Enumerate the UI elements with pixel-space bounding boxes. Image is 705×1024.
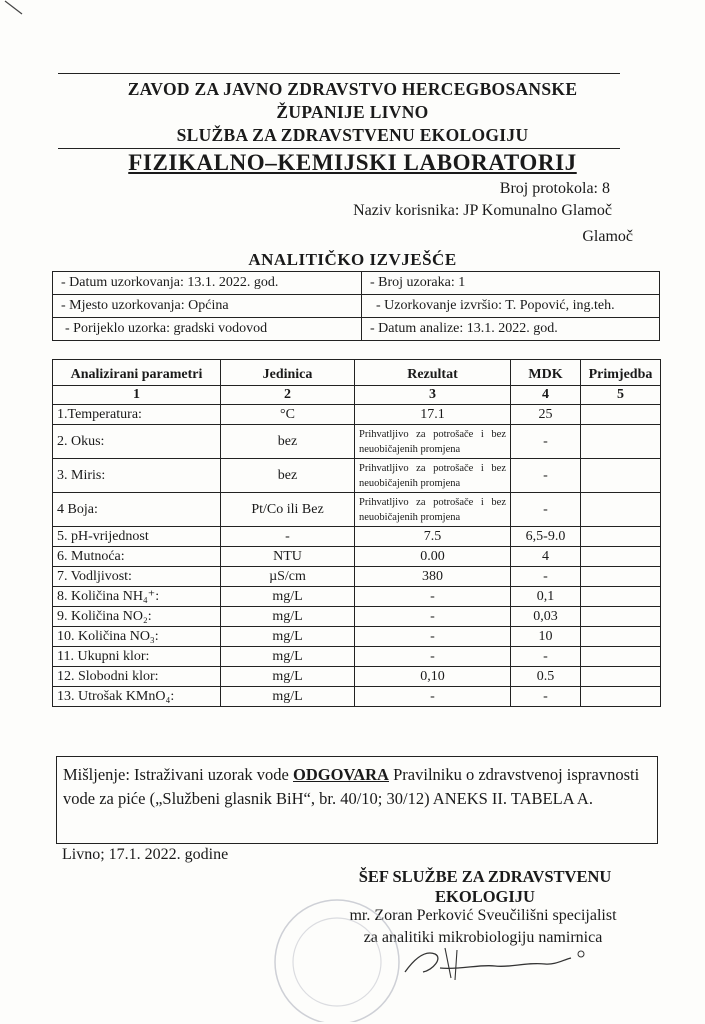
table-row	[53, 527, 661, 547]
parameter-remark	[581, 567, 661, 587]
table-row	[53, 459, 661, 493]
laboratory-name: FIZIKALNO–KEMIJSKI LABORATORIJ	[128, 150, 577, 175]
table-row	[53, 493, 661, 527]
parameter-name: 7. Vodljivost:	[53, 567, 221, 587]
parameter-name: 4 Boja:	[53, 493, 221, 527]
header-unit: Jedinica	[221, 360, 355, 386]
client-name: Naziv korisnika: JP Komunalno Glamoč	[353, 202, 612, 219]
table-row	[53, 587, 661, 607]
parameter-remark	[581, 667, 661, 687]
table-row	[53, 627, 661, 647]
client-city: Glamoč	[582, 228, 633, 245]
sample-origin: - Porijeklo uzorka: gradski vodovod	[53, 318, 362, 341]
parameter-result: -	[355, 587, 511, 607]
table-row	[53, 547, 661, 567]
parameter-mdk: 6,5-9.0	[511, 527, 581, 547]
institute-name-line2: ŽUPANIJE LIVNO	[276, 102, 429, 122]
institute-name-line1: ZAVOD ZA JAVNO ZDRAVSTVO HERCEGBOSANSKE	[127, 79, 578, 99]
parameter-unit: mg/L	[221, 687, 355, 707]
table-row	[53, 607, 661, 627]
parameter-remark	[581, 647, 661, 667]
parameter-mdk: -	[511, 687, 581, 707]
opinion-suffix: Pravilniku o zdravstvenoj ispravnosti vode za piće („Službeni glasnik BiH“, br. 40/10; 30/12) ANEKS II. TABELA A.	[63, 765, 640, 808]
parameter-result: Prihvatljivo za potrošače i bez neuobičajenih promjena	[355, 425, 511, 459]
parameter-unit: mg/L	[221, 667, 355, 687]
table-row	[53, 687, 661, 707]
parameter-name: 1.Temperatura:	[53, 405, 221, 425]
parameter-result: -	[355, 607, 511, 627]
analysis-date: - Datum analize: 13.1. 2022. god.	[362, 318, 660, 341]
parameter-unit: -	[221, 527, 355, 547]
parameter-unit: µS/cm	[221, 567, 355, 587]
column-number: 1	[53, 386, 221, 405]
opinion-box	[56, 756, 658, 844]
parameter-remark	[581, 405, 661, 425]
sampled-by: - Uzorkovanje izvršio: T. Popović, ing.teh.	[362, 295, 660, 318]
parameter-name: 13. Utrošak KMnO₄:	[53, 687, 221, 707]
parameter-name: 3. Miris:	[53, 459, 221, 493]
parameter-result: 7.5	[355, 527, 511, 547]
header-remark: Primjedba	[581, 360, 661, 386]
parameter-unit: bez	[221, 425, 355, 459]
column-number: 2	[221, 386, 355, 405]
parameter-remark	[581, 547, 661, 567]
column-number: 4	[511, 386, 581, 405]
parameter-unit: Pt/Co ili Bez	[221, 493, 355, 527]
parameter-unit: bez	[221, 459, 355, 493]
results-table	[52, 359, 661, 707]
parameter-mdk: 10	[511, 627, 581, 647]
protocol-number: Broj protokola: 8	[499, 180, 610, 197]
parameter-result: 380	[355, 567, 511, 587]
header-mdk: MDK	[511, 360, 581, 386]
parameter-unit: mg/L	[221, 587, 355, 607]
parameter-unit: °C	[221, 405, 355, 425]
parameter-mdk: 4	[511, 547, 581, 567]
parameter-result: 0.00	[355, 547, 511, 567]
parameter-result: Prihvatljivo za potrošače i bez neuobičajenih promjena	[355, 493, 511, 527]
sampling-date: - Datum uzorkovanja: 13.1. 2022. god.	[53, 272, 362, 295]
signature-title-line1: ŠEF SLUŽBE ZA ZDRAVSTVENU	[358, 867, 612, 886]
parameter-name: 6. Mutnoća:	[53, 547, 221, 567]
sampling-place: - Mjesto uzorkovanja: Općina	[53, 295, 362, 318]
parameter-mdk: -	[511, 425, 581, 459]
parameter-unit: mg/L	[221, 607, 355, 627]
parameter-remark	[581, 527, 661, 547]
parameter-unit: mg/L	[221, 627, 355, 647]
signature-title-line2: EKOLOGIJU	[435, 887, 535, 906]
header-mid-rule	[58, 148, 620, 149]
parameter-mdk: 25	[511, 405, 581, 425]
parameter-remark	[581, 627, 661, 647]
table-row	[53, 667, 661, 687]
table-row	[53, 425, 661, 459]
parameter-name: 5. pH-vrijednost	[53, 527, 221, 547]
parameter-remark	[581, 493, 661, 527]
header-top-rule	[58, 73, 620, 74]
handwritten-signature	[385, 940, 595, 990]
parameter-name: 10. Količina NO₃:	[53, 627, 221, 647]
signatory-specialty: za analitiki mikrobiologiju namirnica	[363, 929, 603, 946]
parameter-unit: NTU	[221, 547, 355, 567]
parameter-mdk: -	[511, 647, 581, 667]
parameter-remark	[581, 607, 661, 627]
report-title: ANALITIČKO IZVJEŠĆE	[248, 250, 457, 269]
parameter-mdk: 0,1	[511, 587, 581, 607]
opinion-text	[63, 763, 653, 811]
table-row	[53, 647, 661, 667]
parameter-remark	[581, 687, 661, 707]
sample-info-table	[52, 271, 660, 341]
parameter-mdk: 0.5	[511, 667, 581, 687]
parameter-name: 11. Ukupni klor:	[53, 647, 221, 667]
parameter-result: 17.1	[355, 405, 511, 425]
column-number: 3	[355, 386, 511, 405]
header-result: Rezultat	[355, 360, 511, 386]
corner-pen-mark	[0, 0, 30, 20]
parameter-remark	[581, 587, 661, 607]
header-parameters: Analizirani parametri	[53, 360, 221, 386]
parameter-mdk: -	[511, 493, 581, 527]
parameter-mdk: 0,03	[511, 607, 581, 627]
parameter-name: 12. Slobodni klor:	[53, 667, 221, 687]
opinion-verdict: ODGOVARA	[293, 765, 389, 784]
table-row	[53, 405, 661, 425]
parameter-name: 8. Količina NH₄⁺:	[53, 587, 221, 607]
parameter-result: 0,10	[355, 667, 511, 687]
parameter-name: 9. Količina NO₂:	[53, 607, 221, 627]
table-row	[53, 567, 661, 587]
parameter-result: Prihvatljivo za potrošače i bez neuobičajenih promjena	[355, 459, 511, 493]
place-date: Livno; 17.1. 2022. godine	[62, 846, 229, 863]
parameter-remark	[581, 425, 661, 459]
column-number: 5	[581, 386, 661, 405]
opinion-prefix: Mišljenje: Istraživani uzorak vode	[63, 765, 294, 784]
service-name: SLUŽBA ZA ZDRAVSTVENU EKOLOGIJU	[176, 125, 529, 145]
parameter-name: 2. Okus:	[53, 425, 221, 459]
sample-count: - Broj uzoraka: 1	[362, 272, 660, 295]
parameter-result: -	[355, 627, 511, 647]
parameter-unit: mg/L	[221, 647, 355, 667]
signatory-name: mr. Zoran Perković Sveučilišni specijalist	[349, 907, 617, 924]
parameter-result: -	[355, 647, 511, 667]
parameter-result: -	[355, 687, 511, 707]
parameter-remark	[581, 459, 661, 493]
parameter-mdk: -	[511, 459, 581, 493]
parameter-mdk: -	[511, 567, 581, 587]
